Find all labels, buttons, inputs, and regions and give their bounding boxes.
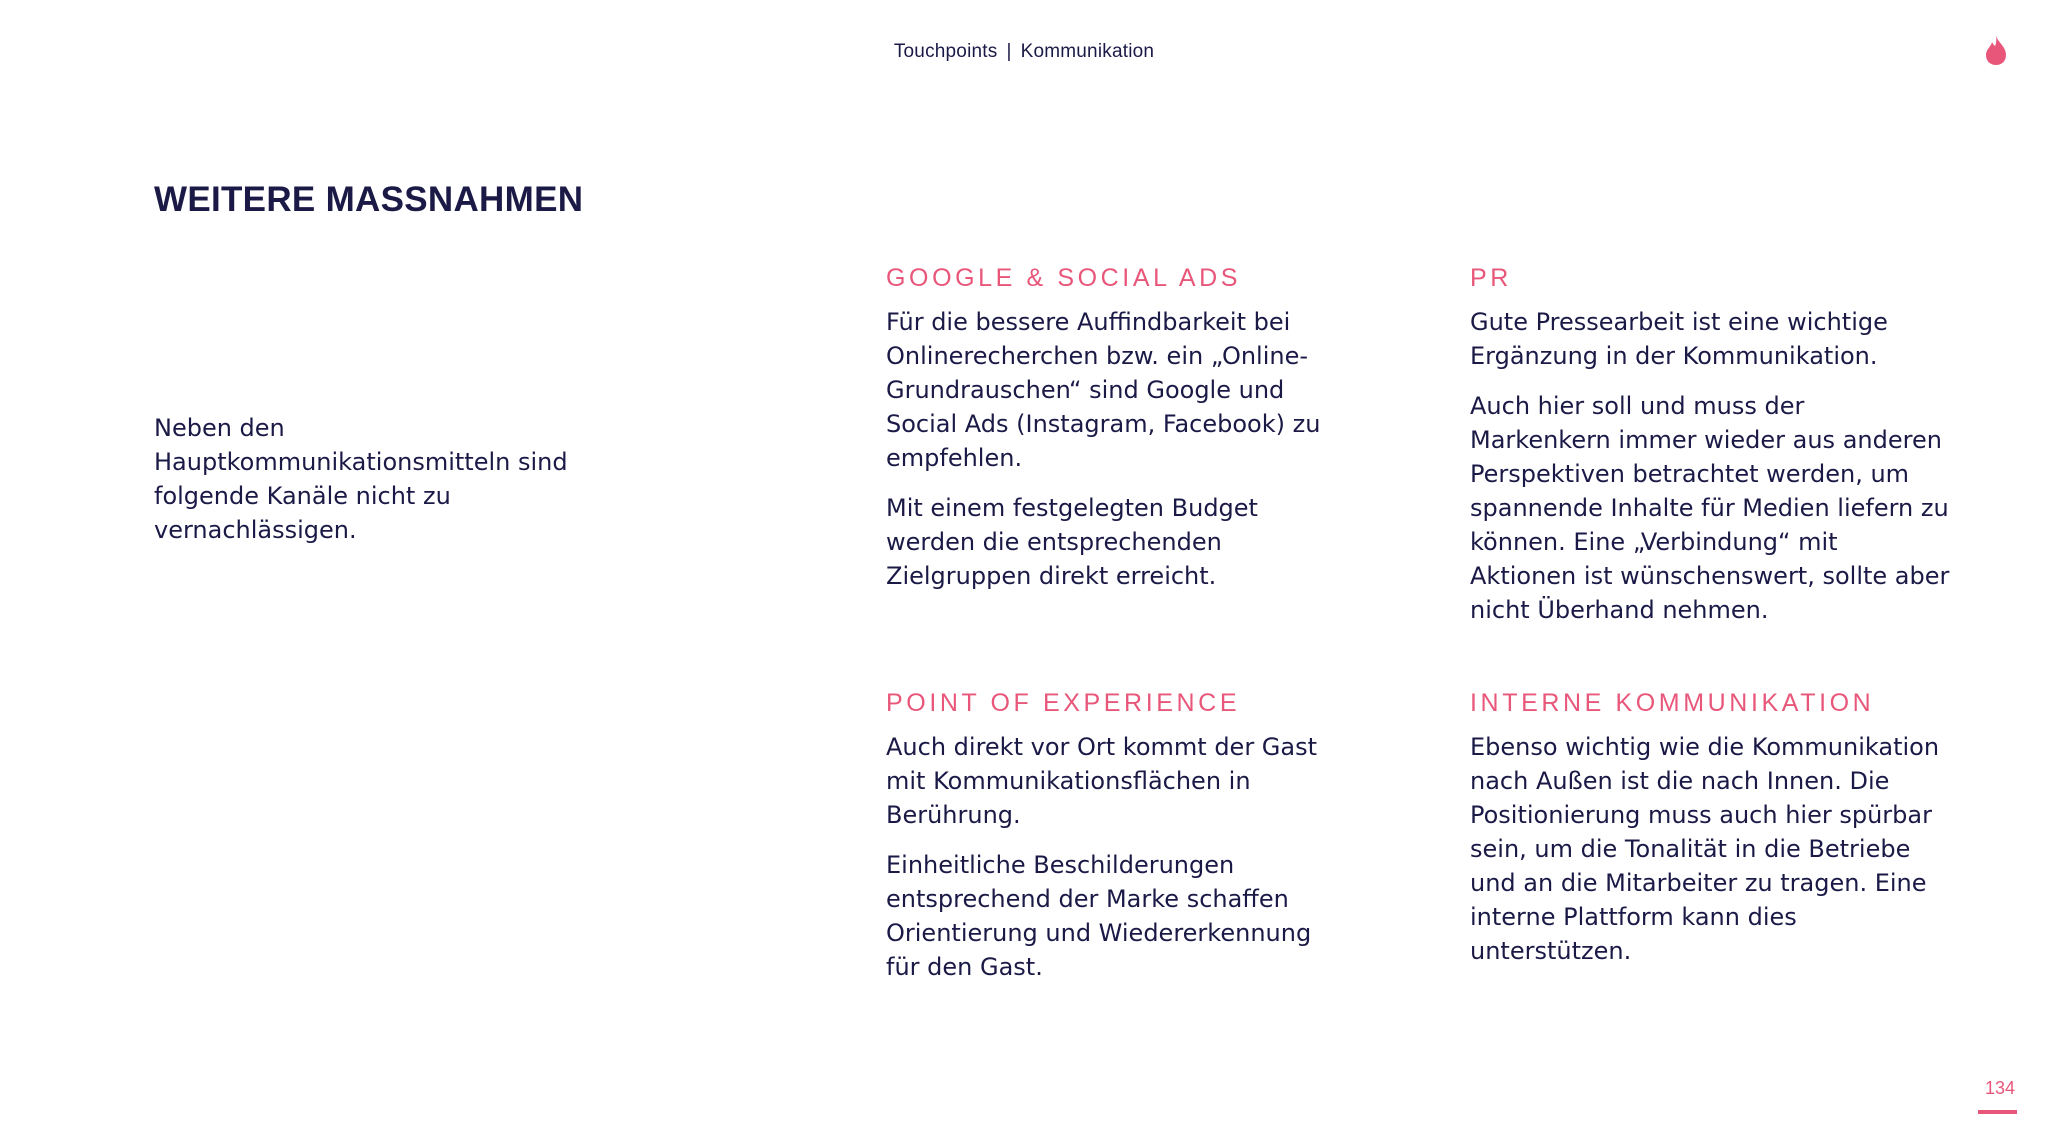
section-google-social-ads bbox=[886, 262, 1346, 609]
header-section: Touchpoints bbox=[893, 41, 998, 62]
section-heading: GOOGLE & SOCIAL ADS bbox=[886, 264, 1242, 292]
page-number: 134 bbox=[1984, 1078, 2016, 1098]
header-subsection: Kommunikation bbox=[1020, 41, 1155, 62]
page-number-underline bbox=[1978, 1110, 2017, 1114]
page-title: WEITERE MASSNAHMEN bbox=[154, 180, 584, 219]
flame-icon bbox=[1984, 34, 2008, 66]
section-paragraph: Auch direkt vor Ort kommt der Gast mit Kommunikationsflächen in Berührung. bbox=[886, 733, 1318, 829]
section-heading: POINT OF EXPERIENCE bbox=[886, 689, 1241, 717]
section-paragraph: Für die bessere Auffindbarkeit bei Onlinerecherchen bzw. ein „Online-Grundrauschen“ sind Google und Social Ads (Instagram, Facebook) zu empfehlen. bbox=[886, 308, 1321, 472]
running-header bbox=[0, 41, 2048, 63]
header-separator: | bbox=[1006, 41, 1012, 62]
intro-text: Neben den Hauptkommunikationsmitteln sind folgende Kanäle nicht zu vernachlässigen. bbox=[154, 414, 568, 544]
section-heading: PR bbox=[1470, 264, 1512, 292]
section-paragraph: Mit einem festgelegten Budget werden die entsprechenden Zielgruppen direkt erreicht. bbox=[886, 494, 1258, 590]
section-pr bbox=[1470, 262, 1950, 643]
section-interne-kommunikation bbox=[1470, 687, 1950, 984]
section-paragraph: Ebenso wichtig wie die Kommunikation nach Außen ist die nach Innen. Die Positionierung muss auch hier spürbar sein, um die Tonalität in die Betriebe und an die Mitarbeiter zu tragen. Eine interne Plattform kann dies unterstützen. bbox=[1470, 733, 1940, 965]
section-paragraph: Einheitliche Beschilderungen entsprechend der Marke schaffen Orientierung und Wiedererkennung für den Gast. bbox=[886, 851, 1312, 981]
section-paragraph: Auch hier soll und muss der Markenkern immer wieder aus anderen Perspektiven betrachtet werden, um spannende Inhalte für Medien liefern zu können. Eine „Verbindung“ mit Aktionen ist wünschenswert, sollte aber nicht Überhand nehmen. bbox=[1470, 392, 1950, 624]
section-point-of-experience bbox=[886, 687, 1346, 1000]
section-paragraph: Gute Pressearbeit ist eine wichtige Ergänzung in der Kommunikation. bbox=[1470, 308, 1888, 370]
section-heading: INTERNE KOMMUNIKATION bbox=[1470, 689, 1875, 717]
